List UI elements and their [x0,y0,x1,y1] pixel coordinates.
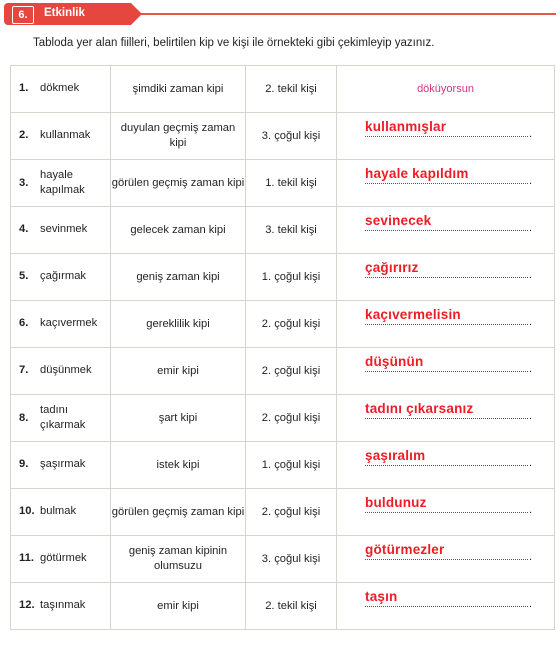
person-cell: 2. çoğul kişi [246,301,337,348]
verb: çağırmak [40,270,87,283]
dotted-line [365,277,528,278]
person-cell: 2. çoğul kişi [246,395,337,442]
verb: tadını çıkarmak [40,404,86,431]
verb-cell [11,160,111,207]
dotted-line [365,465,528,466]
tense-cell: emir kipi [111,583,246,630]
verb: düşünmek [40,364,92,377]
tense-cell: duyulan geçmiş zaman kipi [111,113,246,160]
dotted-line [365,559,528,560]
person-cell: 2. çoğul kişi [246,489,337,536]
verb-cell [11,207,111,254]
tense-cell: geniş zaman kipi [111,254,246,301]
dotted-line [365,512,528,513]
row-number: 7. [19,364,29,377]
tense-cell: görülen geçmiş zaman kipi [111,489,246,536]
verb-cell [11,66,111,113]
dotted-line [365,418,528,419]
answer-cell[interactable] [337,489,555,536]
dotted-line [365,136,528,137]
table-row [11,442,555,489]
tense-cell: görülen geçmiş zaman kipi [111,160,246,207]
handwritten-answer: çağırırız [365,260,419,275]
table-row [11,160,555,207]
person-cell: 2. tekil kişi [246,66,337,113]
table-row [11,536,555,583]
dotted-line [365,324,528,325]
tense-cell: emir kipi [111,348,246,395]
answer-cell[interactable] [337,348,555,395]
answer-cell[interactable] [337,160,555,207]
verb: götürmek [40,552,87,565]
answer-cell[interactable] [337,583,555,630]
verb-cell [11,442,111,489]
tense-cell: şart kipi [111,395,246,442]
handwritten-answer: hayale kapıldım [365,166,469,181]
instruction-text: Tabloda yer alan fiilleri, belirtilen kip ve kişi ile örnekteki gibi çekimleyip yazınız. [33,37,435,49]
table-row [11,66,555,113]
period: . [528,175,532,187]
verb: kullanmak [40,129,91,142]
row-number: 10. [19,505,35,518]
row-number: 1. [19,82,29,95]
table-row [11,301,555,348]
activity-number: 6. [12,6,34,24]
answer-cell[interactable] [337,442,555,489]
handwritten-answer: sevinecek [365,213,432,228]
tense-cell: geniş zaman kipinin olumsuzu [111,536,246,583]
table-row [11,395,555,442]
answer-cell[interactable] [337,207,555,254]
dotted-line [365,183,528,184]
handwritten-answer: şaşıralım [365,448,426,463]
example-answer: döküyorsun [417,82,474,95]
verb: taşınmak [40,599,86,612]
table-row [11,207,555,254]
activity-header [0,0,560,28]
answer-cell[interactable] [337,301,555,348]
table-row [11,583,555,630]
period: . [528,598,532,610]
answer-cell [337,66,555,113]
period: . [528,128,532,140]
period: . [528,316,532,328]
verb: sevinmek [40,223,88,236]
tense-cell: şimdiki zaman kipi [111,66,246,113]
row-number: 4. [19,223,29,236]
period: . [528,363,532,375]
tense-cell: gereklilik kipi [111,301,246,348]
row-number: 3. [19,176,29,189]
verb-cell [11,489,111,536]
dotted-line [365,230,528,231]
person-cell: 2. tekil kişi [246,583,337,630]
person-cell: 1. çoğul kişi [246,442,337,489]
answer-cell[interactable] [337,536,555,583]
answer-cell[interactable] [337,254,555,301]
activity-title: Etkinlik [44,7,85,19]
verb-cell [11,583,111,630]
dotted-line [365,371,528,372]
answer-cell[interactable] [337,113,555,160]
table-row [11,348,555,395]
period: . [528,457,532,469]
dotted-line [365,606,528,607]
person-cell: 3. çoğul kişi [246,113,337,160]
table-row [11,254,555,301]
handwritten-answer: kaçıvermelisin [365,307,461,322]
row-number: 2. [19,129,29,142]
row-number: 11. [19,552,34,565]
answer-cell[interactable] [337,395,555,442]
handwritten-answer: kullanmışlar [365,119,447,134]
table-row [11,113,555,160]
person-cell: 1. çoğul kişi [246,254,337,301]
person-cell: 3. tekil kişi [246,207,337,254]
handwritten-answer: buldunuz [365,495,427,510]
period: . [528,269,532,281]
person-cell: 2. çoğul kişi [246,348,337,395]
period: . [528,222,532,234]
table-row [11,489,555,536]
period: . [528,551,532,563]
handwritten-answer: tadını çıkarsanız [365,401,474,416]
verb-cell [11,348,111,395]
verb-cell [11,254,111,301]
verb-cell [11,536,111,583]
tense-cell: istek kipi [111,442,246,489]
verb-cell [11,301,111,348]
verb: dökmek [40,82,80,95]
row-number: 12. [19,599,35,612]
tense-cell: gelecek zaman kipi [111,207,246,254]
handwritten-answer: taşın [365,589,398,604]
verb: hayale kapılmak [40,169,85,196]
conjugation-table [10,65,555,630]
verb: şaşırmak [40,458,86,471]
handwritten-answer: götürmezler [365,542,445,557]
row-number: 6. [19,317,29,330]
verb-cell [11,113,111,160]
row-number: 8. [19,411,29,424]
verb: bulmak [40,505,77,518]
row-number: 9. [19,458,29,471]
row-number: 5. [19,270,29,283]
period: . [528,410,532,422]
person-cell: 1. tekil kişi [246,160,337,207]
period: . [528,504,532,516]
verb-cell [11,395,111,442]
handwritten-answer: düşünün [365,354,424,369]
person-cell: 3. çoğul kişi [246,536,337,583]
verb: kaçıvermek [40,317,98,330]
